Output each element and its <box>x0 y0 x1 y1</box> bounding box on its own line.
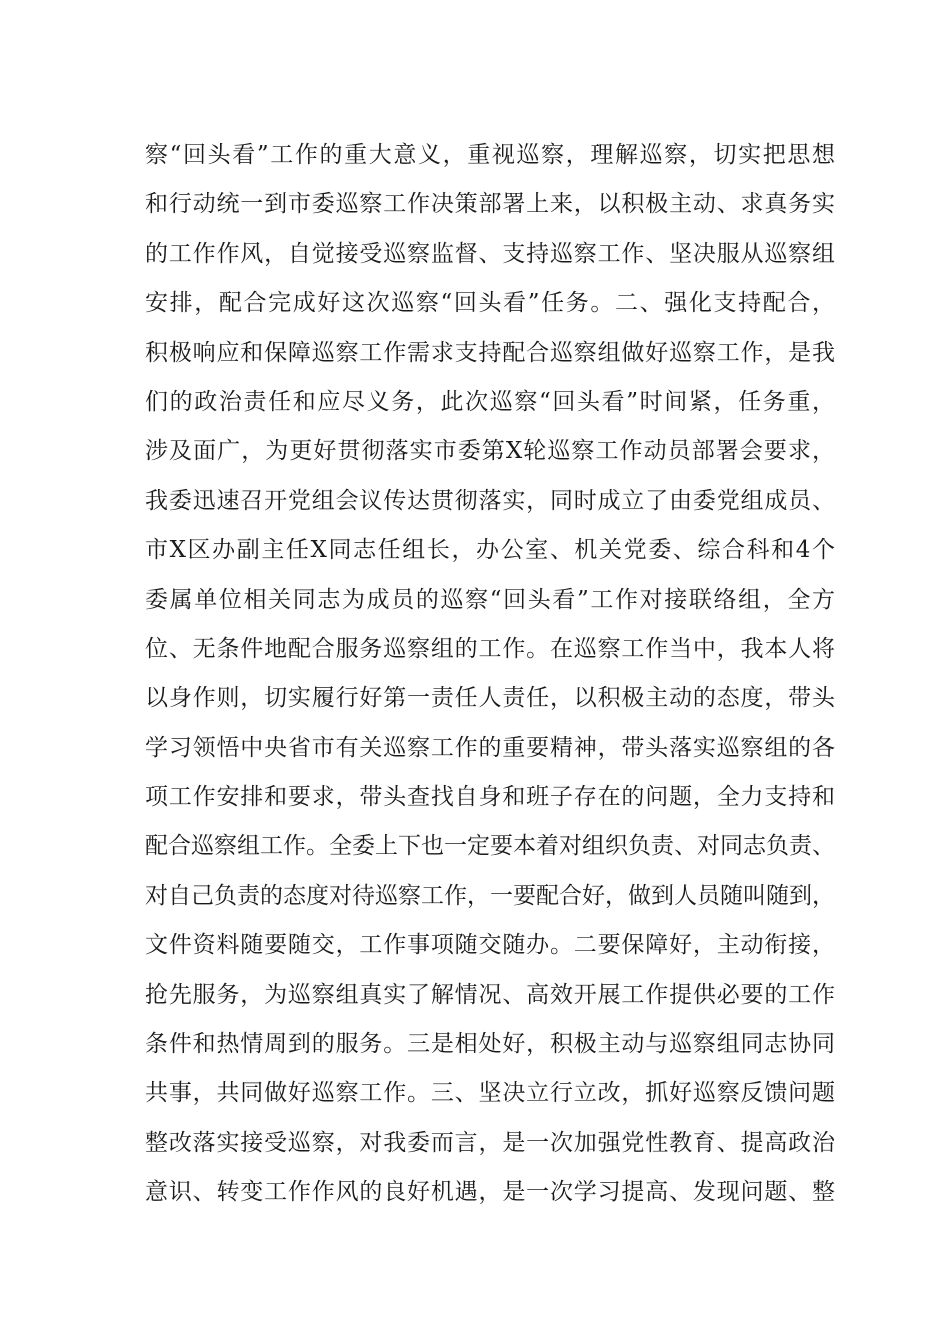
text-line-17: 文件资料随要随交，工作事项随交随办。二要保障好，主动衔接， <box>145 932 835 959</box>
text-line-6: 们的政治责任和应尽义务，此次巡察“回头看”时间紧，任务重， <box>145 388 835 415</box>
text-line-14: 项工作安排和要求，带头查找自身和班子存在的问题，全力支持和 <box>145 784 835 811</box>
text-line-7: 涉及面广，为更好贯彻落实市委第X轮巡察工作动员部署会要求， <box>145 438 835 465</box>
text-line-3: 的工作作风，自觉接受巡察监督、支持巡察工作、坚决服从巡察组 <box>145 240 835 267</box>
text-line-15: 配合巡察组工作。全委上下也一定要本着对组织负责、对同志负责、 <box>145 833 835 860</box>
text-line-13: 学习领悟中央省市有关巡察工作的重要精神，带头落实巡察组的各 <box>145 734 835 761</box>
text-line-10: 委属单位相关同志为成员的巡察“回头看”工作对接联络组，全方 <box>145 586 835 613</box>
text-line-22: 意识、转变工作作风的良好机遇，是一次学习提高、发现问题、整 <box>145 1179 835 1206</box>
text-line-4: 安排，配合完成好这次巡察“回头看”任务。二、强化支持配合， <box>145 290 835 317</box>
text-line-21: 整改落实接受巡察，对我委而言，是一次加强党性教育、提高政治 <box>145 1129 835 1156</box>
text-line-19: 条件和热情周到的服务。三是相处好，积极主动与巡察组同志协同 <box>145 1031 835 1058</box>
text-line-18: 抢先服务，为巡察组真实了解情况、高效开展工作提供必要的工作 <box>145 981 835 1008</box>
text-line-12: 以身作则，切实履行好第一责任人责任，以积极主动的态度，带头 <box>145 685 835 712</box>
text-line-2: 和行动统一到市委巡察工作决策部署上来，以积极主动、求真务实 <box>145 191 835 218</box>
text-line-5: 积极响应和保障巡察工作需求支持配合巡察组做好巡察工作，是我 <box>145 339 835 366</box>
text-line-1: 察“回头看”工作的重大意义，重视巡察，理解巡察，切实把思想 <box>145 142 835 168</box>
text-line-8: 我委迅速召开党组会议传达贯彻落实，同时成立了由委党组成员、 <box>145 487 835 514</box>
text-line-16: 对自己负责的态度对待巡察工作，一要配合好，做到人员随叫随到， <box>145 882 835 909</box>
text-line-9: 市X区办副主任X同志任组长，办公室、机关党委、综合科和4个 <box>145 537 835 564</box>
text-line-11: 位、无条件地配合服务巡察组的工作。在巡察工作当中，我本人将 <box>145 635 835 662</box>
body-text <box>145 131 835 1218</box>
text-line-20: 共事，共同做好巡察工作。三、坚决立行立改，抓好巡察反馈问题 <box>145 1080 835 1107</box>
